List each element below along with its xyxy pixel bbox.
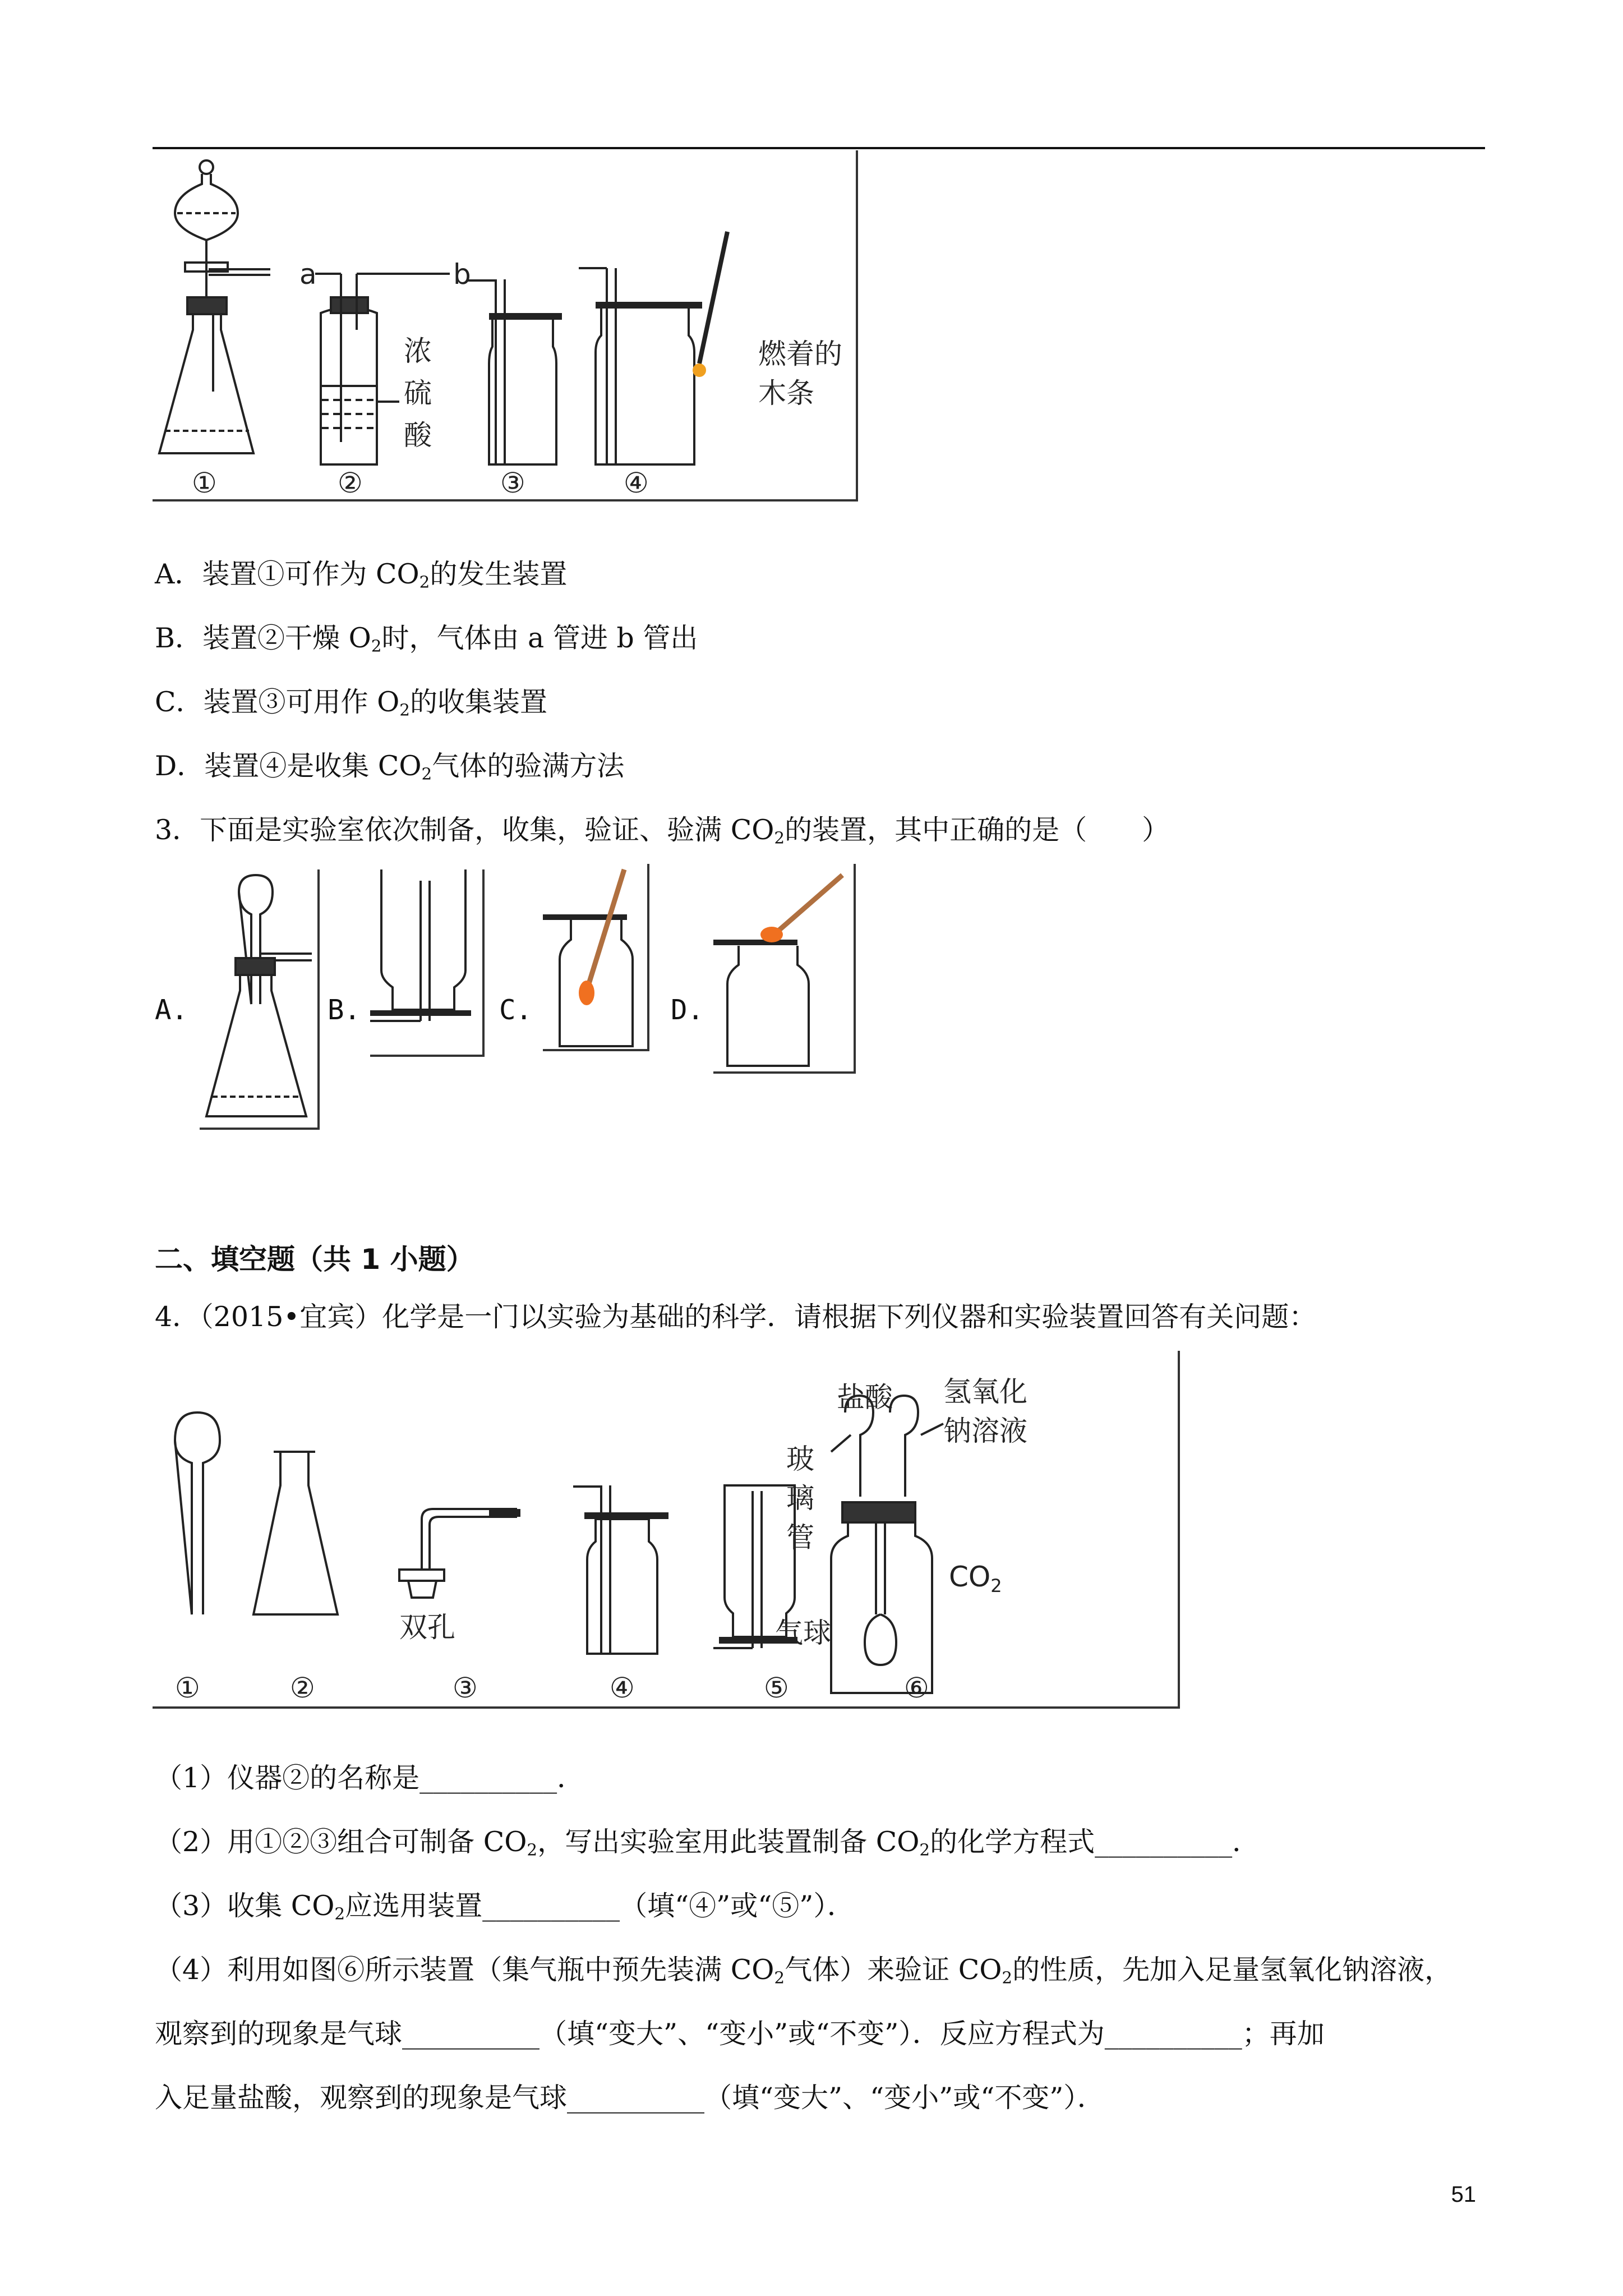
q4-stem: 4．（2015•宜宾）化学是一门以实验为基础的科学．请根据下列仪器和实验装置回答有关问题： [155, 1301, 1317, 1333]
fig4-num-4: ④ [610, 1672, 635, 1704]
svg-text:管: 管 [786, 1521, 814, 1554]
fig4-num-1: ① [175, 1672, 200, 1704]
q2-option-a: A．装置①可作为 $CO_2$的发生装置 [155, 558, 568, 592]
fig4-num-3: ③ [453, 1672, 478, 1704]
burning-stick-label: 燃着的 [758, 338, 842, 370]
q3-stem: 3．下面是实验室依次制备，收集，验证、验满 $CO_2$的装置，其中正确的是（ ） [155, 814, 1170, 848]
fig4-num-2: ② [290, 1672, 315, 1704]
header-rule [153, 147, 1485, 149]
q4-sub1: （1）仪器②的名称是__________． [155, 1762, 585, 1794]
page-number: 51 [1451, 2182, 1476, 2207]
balloon-label: 气球 [775, 1617, 831, 1649]
q4-sub4-line3: 入足量盐酸，观察到的现象是气球__________（填“变大”、“变小”或“不变”）． [155, 2082, 1105, 2114]
label-a: a [299, 258, 317, 291]
q4-sub4-line2: 观察到的现象是气球__________（填“变大”、“变小”或“不变”）．反应方程式为__________；再加 [155, 2018, 1325, 2050]
q3-label-c: C. [499, 994, 533, 1026]
svg-text:酸: 酸 [404, 419, 432, 452]
q2-apparatus-figure [153, 150, 858, 501]
fig-num-3: ③ [500, 467, 525, 499]
acid-label: 浓 [404, 335, 432, 367]
q3-label-a: A. [155, 994, 188, 1026]
q3-fig-a [200, 869, 320, 1130]
q4-apparatus-figure [153, 1351, 1180, 1709]
glass-tube-label: 玻 [786, 1443, 814, 1475]
svg-text:钠溶液: 钠溶液 [943, 1415, 1027, 1447]
hcl-label: 盐酸 [837, 1381, 893, 1414]
double-hole-label: 双孔 [399, 1611, 455, 1644]
q2-option-c: C．装置③可用作 $O_2$的收集装置 [155, 686, 547, 720]
svg-text:木条: 木条 [758, 377, 814, 409]
svg-text:硫: 硫 [404, 377, 432, 409]
q3-fig-c [543, 864, 649, 1051]
q4-sub4-line1: （4）利用如图⑥所示装置（集气瓶中预先装满 $CO_2$气体）来验证 $CO_2$的性质，先加入足量氢氧化钠溶液， [155, 1954, 1453, 1987]
q2-option-d: D．装置④是收集 $CO_2$气体的验满方法 [155, 750, 625, 784]
fig4-num-6: ⑥ [904, 1672, 929, 1704]
fig4-num-5: ⑤ [764, 1672, 789, 1704]
fig-num-4: ④ [624, 467, 649, 499]
q2-option-b: B．装置②干燥 $O_2$时，气体由 a 管进 b 管出 [155, 622, 698, 656]
q4-sub2: （2）用①②③组合可制备 $CO_2$，写出实验室用此装置制备 $CO_2$的化学方程式__________． [155, 1826, 1260, 1860]
fig-num-2: ② [338, 467, 363, 499]
q3-label-d: D. [671, 994, 704, 1026]
svg-text:璃: 璃 [786, 1482, 814, 1515]
q3-fig-b [370, 869, 485, 1057]
section-heading: 二、填空题（共 1 小题） [155, 1243, 474, 1276]
q3-fig-d [713, 864, 856, 1074]
q4-sub3: （3）收集 $CO_2$应选用装置__________（填“④”或“⑤”）． [155, 1890, 855, 1924]
label-b: b [453, 258, 471, 291]
naoh-label: 氢氧化 [943, 1375, 1027, 1408]
co2-label: $CO_2$ [949, 1561, 1002, 1596]
q3-label-b: B. [328, 994, 361, 1026]
fig-num-1: ① [192, 467, 217, 499]
